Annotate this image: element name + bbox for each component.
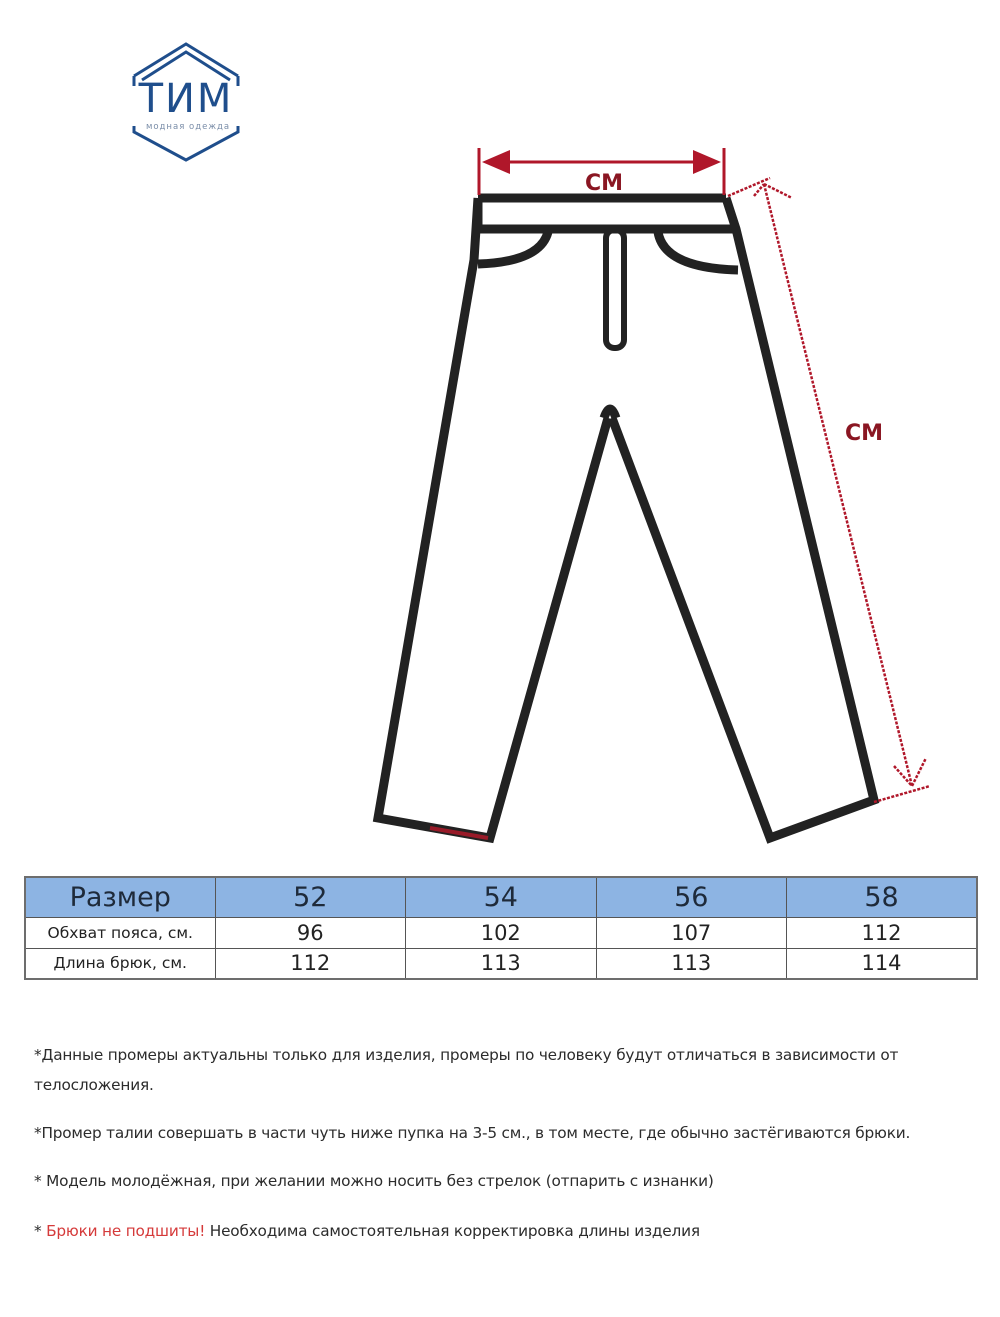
table-cell: 113 [596,948,787,979]
table-cell: 112 [787,917,978,948]
note-measurements: *Данные промеры актуальны только для изделия, промеры по человеку будут отличаться в зависимости от телосложения. [34,1046,899,1094]
table-cell: 107 [596,917,787,948]
waist-label: CM [584,171,624,196]
table-cell: 113 [406,948,597,979]
table-cell: 96 [215,917,406,948]
table-row-waist [25,917,977,948]
fly [606,230,624,348]
header-size-label: Размер [25,877,215,917]
table-cell: 112 [215,948,406,979]
length-measure-arrow [728,178,930,802]
header-size-58: 58 [787,877,978,917]
row-label: Обхват пояса, см. [25,917,215,948]
note-waist-measure: *Промер талии совершать в части чуть ниже пупка на 3-5 см., в том месте, где обычно застёгиваются брюки. [34,1124,911,1142]
length-label: CM [844,421,884,446]
notes-section [34,1040,974,1264]
header-size-56: 56 [596,877,787,917]
table-cell: 114 [787,948,978,979]
table-header-row [25,877,977,917]
note-model-style: * Модель молодёжная, при желании можно носить без стрелок (отпарить с изнанки) [34,1172,714,1190]
size-chart-table [24,876,978,980]
note-hem-warning: * Брюки не подшиты! Необходима самостоятельная корректировка длины изделия [34,1222,700,1240]
header-size-54: 54 [406,877,597,917]
svg-text:модная одежда: модная одежда [145,122,231,132]
table-row-length [25,948,977,979]
table-cell: 102 [406,917,597,948]
header-size-52: 52 [215,877,406,917]
row-label: Длина брюк, см. [25,948,215,979]
svg-text:ТИМ: ТИМ [138,76,234,122]
warning-text: Брюки не подшиты! [46,1222,206,1240]
